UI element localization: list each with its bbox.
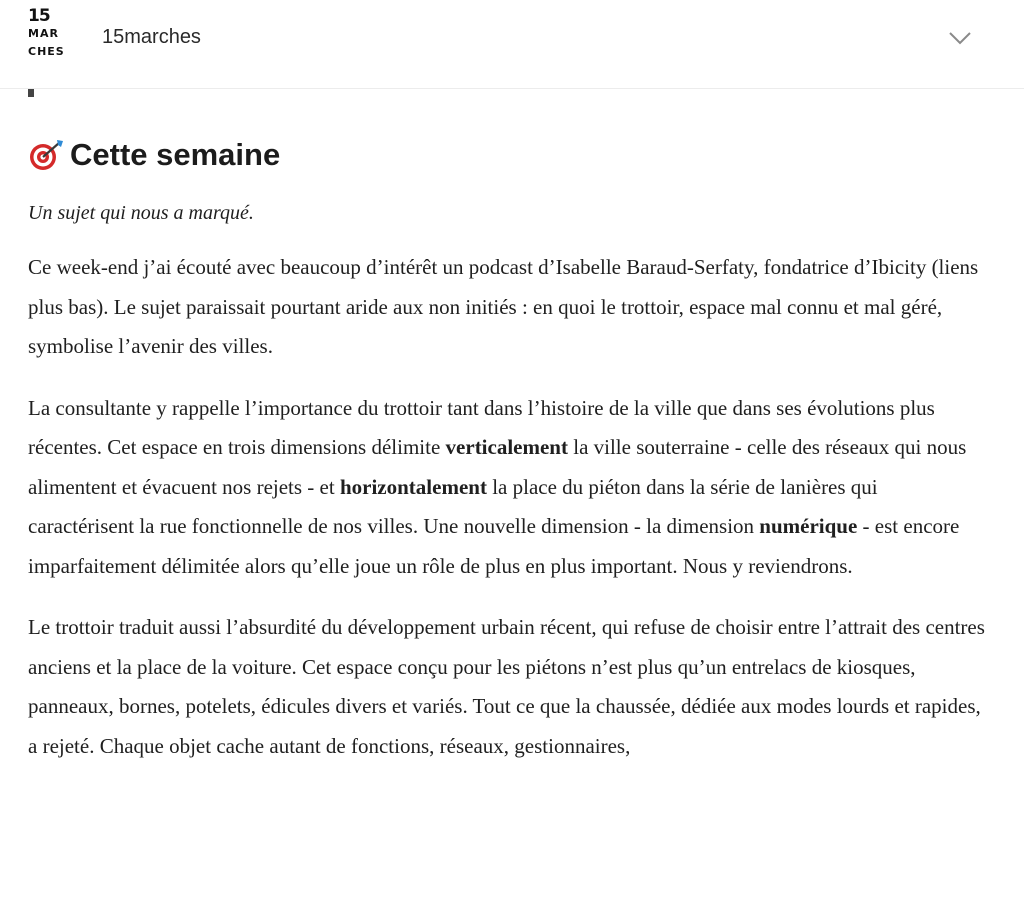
paragraph-2-text-2: la ville souterraine - celle des réseaux qui nous alimentent et évacuent nos rejets - et bbox=[28, 435, 967, 499]
paragraph-3: Le trottoir traduit aussi l’absurdité du développement urbain récent, qui refuse de choisir entre l’attrait des centres anciens et la place de la voiture. Cet espace conçu pour les piétons n’est plus qu’un entrelacs de kiosques, panneaux, bornes, potelets, édicules divers et variés. Tout ce que la chaussée, dédiée aux modes lourds et rapides, a rejeté. Chaque objet cache autant de fonctions, réseaux, gestionnaires, bbox=[28, 615, 985, 758]
logo-line-3: CHES bbox=[28, 45, 65, 58]
logo-line-1: 15 bbox=[28, 6, 50, 26]
paragraph-1: Ce week-end j’ai écouté avec beaucoup d’intérêt un podcast d’Isabelle Baraud-Serfaty, fondatrice d’Ibicity (liens plus bas). Le sujet paraissait pourtant aride aux non initiés : en quoi le trottoir, espace mal connu et mal géré, symbolise l’avenir des villes. bbox=[28, 255, 979, 358]
bold-horizontalement: horizontalement bbox=[339, 474, 487, 499]
site-name[interactable]: 15marches bbox=[102, 26, 201, 48]
bold-numerique: numérique bbox=[759, 514, 858, 538]
site-logo[interactable] bbox=[28, 8, 92, 66]
section-heading bbox=[28, 130, 988, 180]
article-body bbox=[28, 130, 988, 766]
section-title: Cette semaine bbox=[70, 137, 281, 172]
paragraph-2-text-3: la place du piéton dans la série de lanières qui caractérisent la rue fonctionnelle de nos villes. Une nouvelle dimension - la dimension bbox=[28, 474, 878, 538]
app-header bbox=[0, 0, 1024, 89]
paragraph-2-text-4: - est encore imparfaitement délimitée alors qu’elle joue un rôle de plus en plus important. Nous y reviendrons. bbox=[28, 514, 960, 578]
paragraph-2-text-1: La consultante y rappelle l’importance du trottoir tant dans l’histoire de la ville que dans ses évolutions plus récentes. Cet espace en trois dimensions délimite bbox=[28, 395, 935, 459]
logo-line-2: MAR bbox=[28, 27, 59, 40]
paragraph-2 bbox=[28, 389, 988, 587]
target-icon bbox=[28, 138, 64, 172]
section-subtitle: Un sujet qui nous a marqué. bbox=[28, 202, 254, 224]
chevron-down-icon[interactable] bbox=[948, 26, 972, 50]
bold-verticalement: verticalement bbox=[445, 435, 568, 459]
